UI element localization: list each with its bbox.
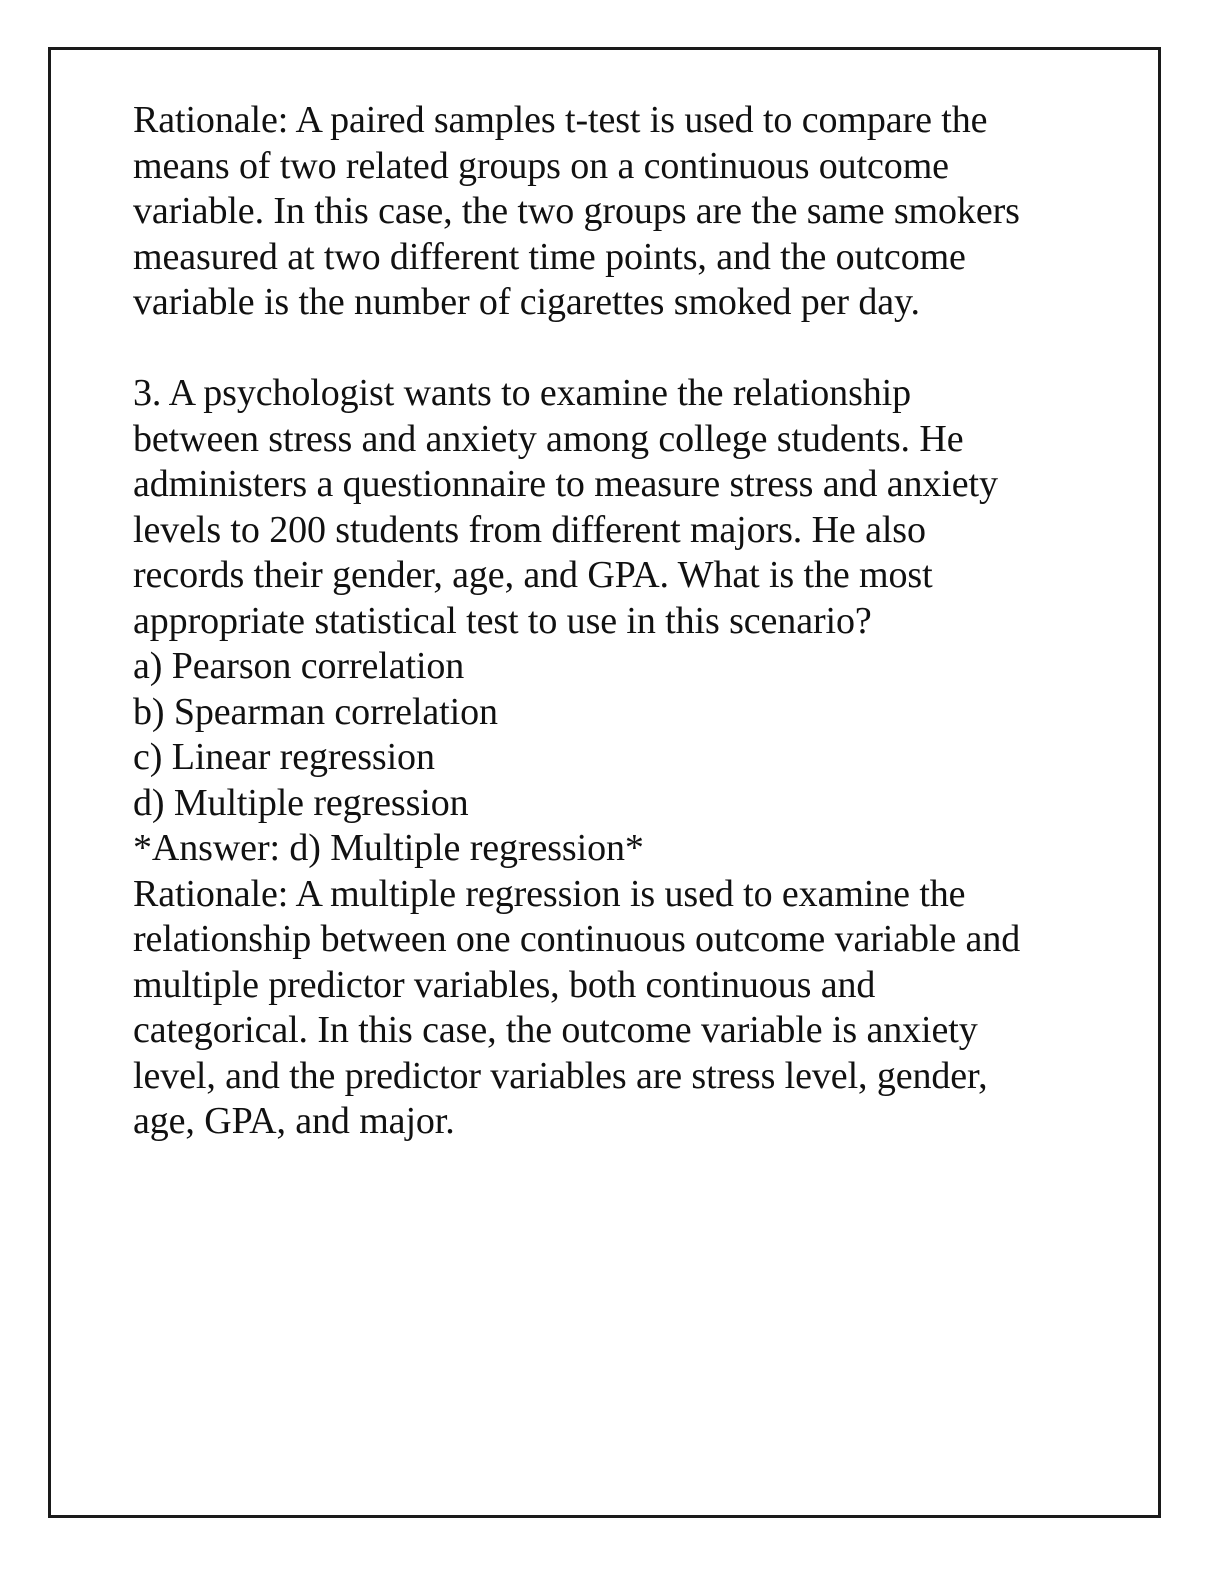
option-a: a) Pearson correlation xyxy=(133,645,465,687)
text-line: Rationale: A multiple regression is used to examine the xyxy=(133,872,966,915)
question-line: records their gender, age, and GPA. What is the most xyxy=(133,554,933,596)
text-line: age, GPA, and major. xyxy=(133,1100,455,1142)
paragraph-gap xyxy=(133,326,1093,372)
text-line: level, and the predictor variables are stress level, gender, xyxy=(133,1054,988,1097)
question-3 xyxy=(133,371,1093,872)
answer-line: *Answer: d) Multiple regression* xyxy=(133,827,644,869)
text-line: means of two related groups on a continuous outcome xyxy=(133,144,949,187)
option-d: d) Multiple regression xyxy=(133,781,469,824)
text-line: multiple predictor variables, both continuous and xyxy=(133,963,876,1006)
rationale-paragraph-1 xyxy=(133,98,1093,326)
document-body xyxy=(133,98,1093,1145)
option-c: c) Linear regression xyxy=(133,736,435,778)
text-line: categorical. In this case, the outcome variable is anxiety xyxy=(133,1009,978,1051)
rationale-paragraph-2 xyxy=(133,872,1093,1145)
question-line: administers a questionnaire to measure stress and anxiety xyxy=(133,463,998,505)
text-line: variable is the number of cigarettes smoked per day. xyxy=(133,281,920,323)
text-line: variable. In this case, the two groups are the same smokers xyxy=(133,190,1020,232)
text-line: relationship between one continuous outcome variable and xyxy=(133,918,1021,960)
question-line: levels to 200 students from different majors. He also xyxy=(133,508,926,551)
text-line: Rationale: A paired samples t-test is used to compare the xyxy=(133,99,988,141)
question-line: appropriate statistical test to use in this scenario? xyxy=(133,599,872,642)
question-line: between stress and anxiety among college students. He xyxy=(133,417,964,460)
option-b: b) Spearman correlation xyxy=(133,690,498,733)
text-line: measured at two different time points, and the outcome xyxy=(133,235,966,278)
question-line: 3. A psychologist wants to examine the relationship xyxy=(133,372,912,414)
